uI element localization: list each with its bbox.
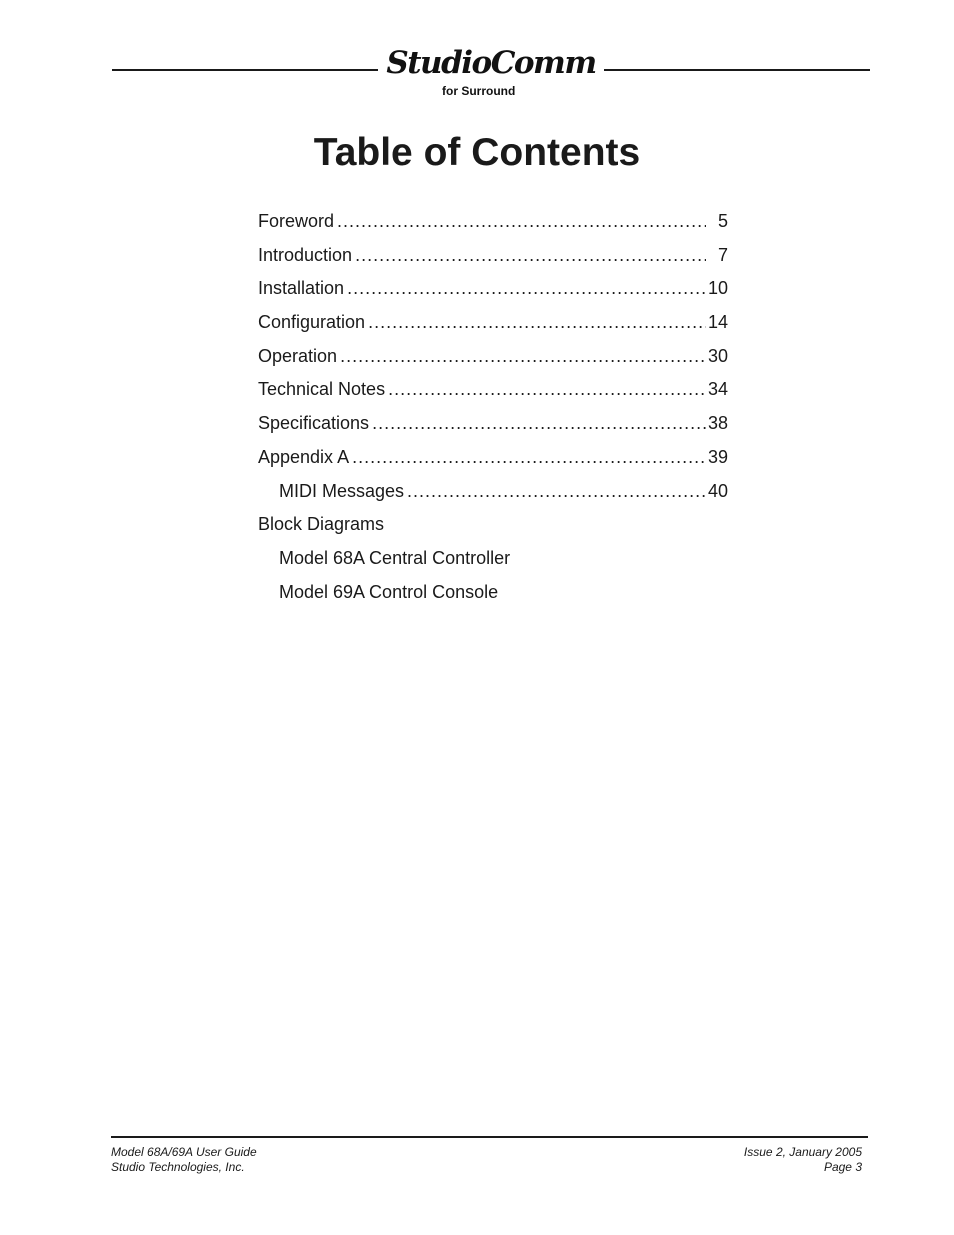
toc-entry-label: Block Diagrams bbox=[258, 514, 385, 535]
toc-leader-dots bbox=[355, 245, 706, 266]
footer-company: Studio Technologies, Inc. bbox=[111, 1160, 245, 1174]
page-title: Table of Contents bbox=[313, 131, 641, 174]
toc-entry-page: 40 bbox=[707, 480, 728, 501]
toc-entry-installation[interactable] bbox=[258, 278, 728, 312]
toc-leader-dots bbox=[347, 278, 706, 299]
toc-entry-configuration[interactable] bbox=[258, 312, 728, 346]
footer-right bbox=[744, 1145, 862, 1175]
toc-entry-label: Configuration bbox=[258, 312, 366, 333]
toc-entry-appendix-a[interactable] bbox=[258, 447, 728, 481]
toc-entry-foreword[interactable] bbox=[258, 211, 728, 245]
footer-rule bbox=[111, 1136, 868, 1138]
toc-leader-dots bbox=[337, 211, 706, 232]
header-rule-left bbox=[112, 69, 378, 71]
toc-leader-dots bbox=[372, 413, 706, 434]
footer-issue: Issue 2, January 2005 bbox=[743, 1145, 862, 1159]
logo-wordmark: StudioComm bbox=[386, 45, 596, 81]
toc-entry-label: Introduction bbox=[258, 244, 353, 265]
toc-entry-label: Model 69A Control Console bbox=[279, 581, 499, 602]
table-of-contents bbox=[258, 211, 728, 615]
toc-entry-model-68a[interactable] bbox=[258, 548, 728, 582]
toc-entry-label: Appendix A bbox=[258, 446, 350, 467]
toc-entry-page: 14 bbox=[707, 312, 728, 333]
toc-entry-page: 30 bbox=[707, 345, 728, 366]
toc-leader-dots bbox=[352, 447, 706, 468]
toc-leader-dots bbox=[340, 346, 706, 367]
toc-entry-label: MIDI Messages bbox=[279, 480, 405, 501]
toc-entry-label: Installation bbox=[258, 278, 345, 299]
toc-entry-page: 5 bbox=[717, 211, 728, 231]
studiocomm-logo bbox=[380, 45, 602, 98]
toc-leader-dots bbox=[407, 481, 706, 502]
toc-entry-model-69a[interactable] bbox=[258, 582, 728, 616]
footer-left bbox=[111, 1145, 257, 1175]
toc-entry-label: Operation bbox=[258, 345, 338, 366]
logo-tagline: for Surround bbox=[442, 84, 516, 98]
toc-leader-dots bbox=[368, 312, 706, 333]
toc-entry-page: 7 bbox=[717, 244, 728, 265]
toc-entry-operation[interactable] bbox=[258, 346, 728, 380]
toc-entry-label: Specifications bbox=[258, 413, 370, 434]
toc-entry-page: 34 bbox=[707, 379, 728, 400]
toc-leader-dots bbox=[388, 379, 706, 400]
toc-entry-label: Foreword bbox=[258, 211, 335, 231]
header-rule-right bbox=[604, 69, 870, 71]
toc-entry-page: 38 bbox=[707, 413, 728, 434]
toc-entry-label: Technical Notes bbox=[258, 379, 386, 400]
footer-document-title: Model 68A/69A User Guide bbox=[111, 1145, 257, 1159]
toc-entry-introduction[interactable] bbox=[258, 245, 728, 279]
toc-entry-page: 10 bbox=[707, 278, 728, 299]
toc-entry-technical-notes[interactable] bbox=[258, 379, 728, 413]
toc-entry-midi-messages[interactable] bbox=[258, 481, 728, 515]
toc-entry-block-diagrams[interactable] bbox=[258, 514, 728, 548]
toc-entry-specifications[interactable] bbox=[258, 413, 728, 447]
toc-entry-label: Model 68A Central Controller bbox=[279, 547, 511, 568]
footer-page-number: Page 3 bbox=[823, 1160, 862, 1174]
toc-entry-page: 39 bbox=[707, 446, 728, 467]
